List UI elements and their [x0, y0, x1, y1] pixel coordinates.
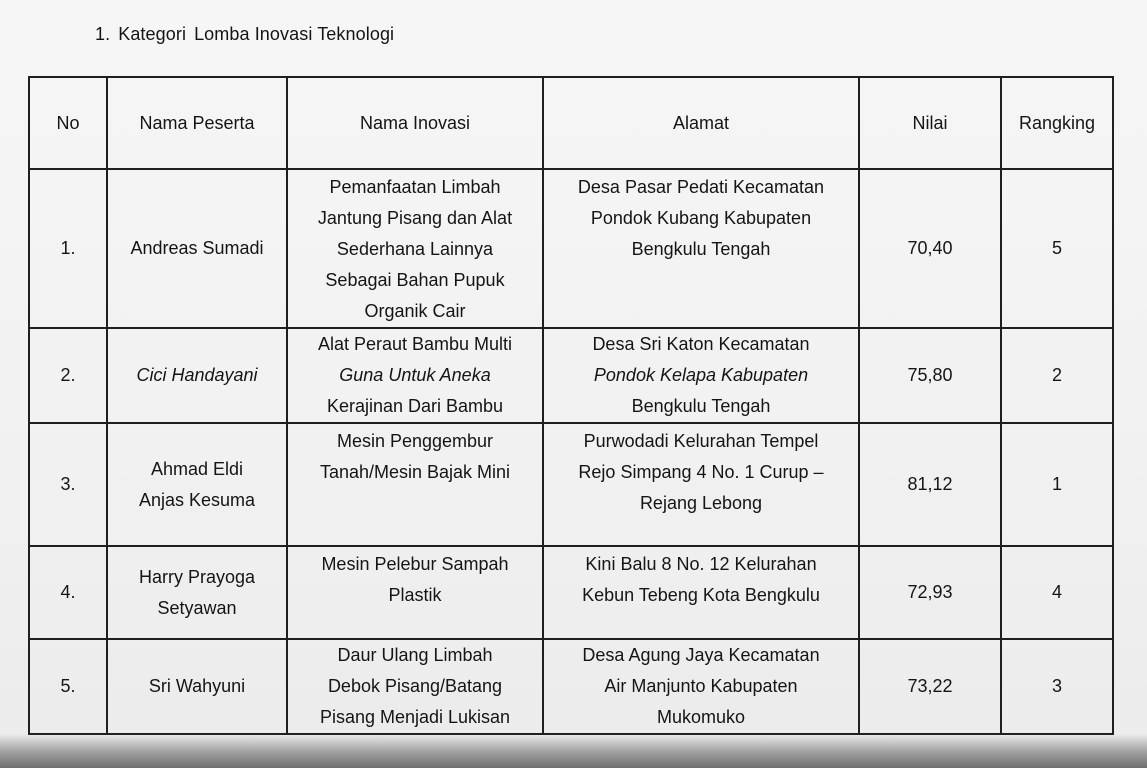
inovasi-line: Guna Untuk Aneka [339, 365, 491, 385]
cell-nama-peserta [107, 169, 287, 328]
inovasi-line: Debok Pisang/Batang [327, 676, 503, 696]
header-rangking: Rangking [1001, 77, 1113, 169]
alamat-line: Desa Sri Katon Kecamatan [592, 334, 810, 354]
peserta-line: Cici Handayani [136, 365, 258, 385]
inovasi-line: Plastik [388, 585, 442, 605]
cell-rangking: 5 [1001, 169, 1113, 328]
alamat-line: Bengkulu Tengah [631, 239, 771, 259]
header-no: No [29, 77, 107, 169]
cell-rangking: 4 [1001, 546, 1113, 639]
table-body [29, 169, 1113, 734]
header-nama-peserta: Nama Peserta [107, 77, 287, 169]
alamat-line: Desa Agung Jaya Kecamatan [582, 645, 820, 665]
cell-rangking: 2 [1001, 328, 1113, 423]
inovasi-line: Pemanfaatan Limbah [329, 177, 501, 197]
header-alamat: Alamat [543, 77, 859, 169]
cell-no: 2. [29, 328, 107, 423]
peserta-line: Anjas Kesuma [138, 489, 256, 510]
cell-rangking: 3 [1001, 639, 1113, 734]
inovasi-line: Kerajinan Dari Bambu [326, 396, 504, 416]
cell-nama-peserta [107, 423, 287, 546]
table-row [29, 546, 1113, 639]
alamat-line: Pondok Kelapa Kabupaten [593, 365, 809, 385]
table-row [29, 423, 1113, 546]
cell-no: 4. [29, 546, 107, 639]
heading-word-title: Lomba Inovasi Teknologi [194, 24, 395, 44]
heading-number: 1. [95, 24, 111, 44]
alamat-line: Bengkulu Tengah [631, 396, 771, 416]
inovasi-line: Mesin Penggembur [336, 431, 494, 451]
cell-no: 5. [29, 639, 107, 734]
cell-nama-inovasi [287, 328, 543, 423]
inovasi-line: Sebagai Bahan Pupuk [325, 270, 505, 290]
results-table [28, 76, 1114, 735]
cell-nilai: 70,40 [859, 169, 1001, 328]
alamat-line: Air Manjunto Kabupaten [604, 676, 798, 696]
cell-nilai: 75,80 [859, 328, 1001, 423]
heading-word-category: Kategori [118, 24, 187, 44]
inovasi-line: Mesin Pelebur Sampah [321, 554, 509, 574]
peserta-line: Andreas Sumadi [130, 238, 264, 258]
section-heading [95, 24, 394, 45]
peserta-line: Ahmad Eldi [150, 458, 244, 479]
table-row [29, 328, 1113, 423]
cell-nama-inovasi [287, 169, 543, 328]
cell-nama-peserta [107, 546, 287, 639]
header-nilai: Nilai [859, 77, 1001, 169]
cell-alamat [543, 169, 859, 328]
inovasi-line: Daur Ulang Limbah [337, 645, 493, 665]
cell-nama-inovasi [287, 639, 543, 734]
alamat-line: Kini Balu 8 No. 12 Kelurahan [585, 554, 817, 574]
cell-alamat [543, 423, 859, 546]
peserta-line: Harry Prayoga [138, 566, 256, 587]
peserta-line: Sri Wahyuni [148, 676, 246, 696]
cell-nama-peserta [107, 639, 287, 734]
cell-no: 3. [29, 423, 107, 546]
cell-no: 1. [29, 169, 107, 328]
table-header [29, 77, 1113, 169]
cell-alamat [543, 639, 859, 734]
header-row [29, 77, 1113, 169]
header-nama-inovasi: Nama Inovasi [287, 77, 543, 169]
alamat-line: Mukomuko [656, 707, 746, 727]
alamat-line: Pondok Kubang Kabupaten [590, 208, 812, 228]
alamat-line: Rejo Simpang 4 No. 1 Curup – [578, 462, 824, 482]
cell-nama-peserta [107, 328, 287, 423]
alamat-line: Rejang Lebong [639, 493, 763, 513]
cell-alamat [543, 546, 859, 639]
table-row [29, 169, 1113, 328]
peserta-line: Setyawan [157, 597, 237, 618]
alamat-line: Purwodadi Kelurahan Tempel [583, 431, 819, 451]
cell-nilai: 72,93 [859, 546, 1001, 639]
cell-nilai: 81,12 [859, 423, 1001, 546]
inovasi-line: Tanah/Mesin Bajak Mini [319, 462, 511, 482]
table-row [29, 639, 1113, 734]
cell-nama-inovasi [287, 546, 543, 639]
cell-nilai: 73,22 [859, 639, 1001, 734]
photo-edge-shadow [0, 734, 1147, 768]
cell-nama-inovasi [287, 423, 543, 546]
inovasi-line: Alat Peraut Bambu Multi [317, 334, 513, 354]
inovasi-line: Organik Cair [364, 301, 466, 321]
alamat-line: Kebun Tebeng Kota Bengkulu [582, 585, 820, 605]
cell-rangking: 1 [1001, 423, 1113, 546]
cell-alamat [543, 328, 859, 423]
inovasi-line: Pisang Menjadi Lukisan [319, 707, 511, 727]
alamat-line: Desa Pasar Pedati Kecamatan [577, 177, 825, 197]
inovasi-line: Jantung Pisang dan Alat [317, 208, 513, 228]
inovasi-line: Sederhana Lainnya [336, 239, 494, 259]
